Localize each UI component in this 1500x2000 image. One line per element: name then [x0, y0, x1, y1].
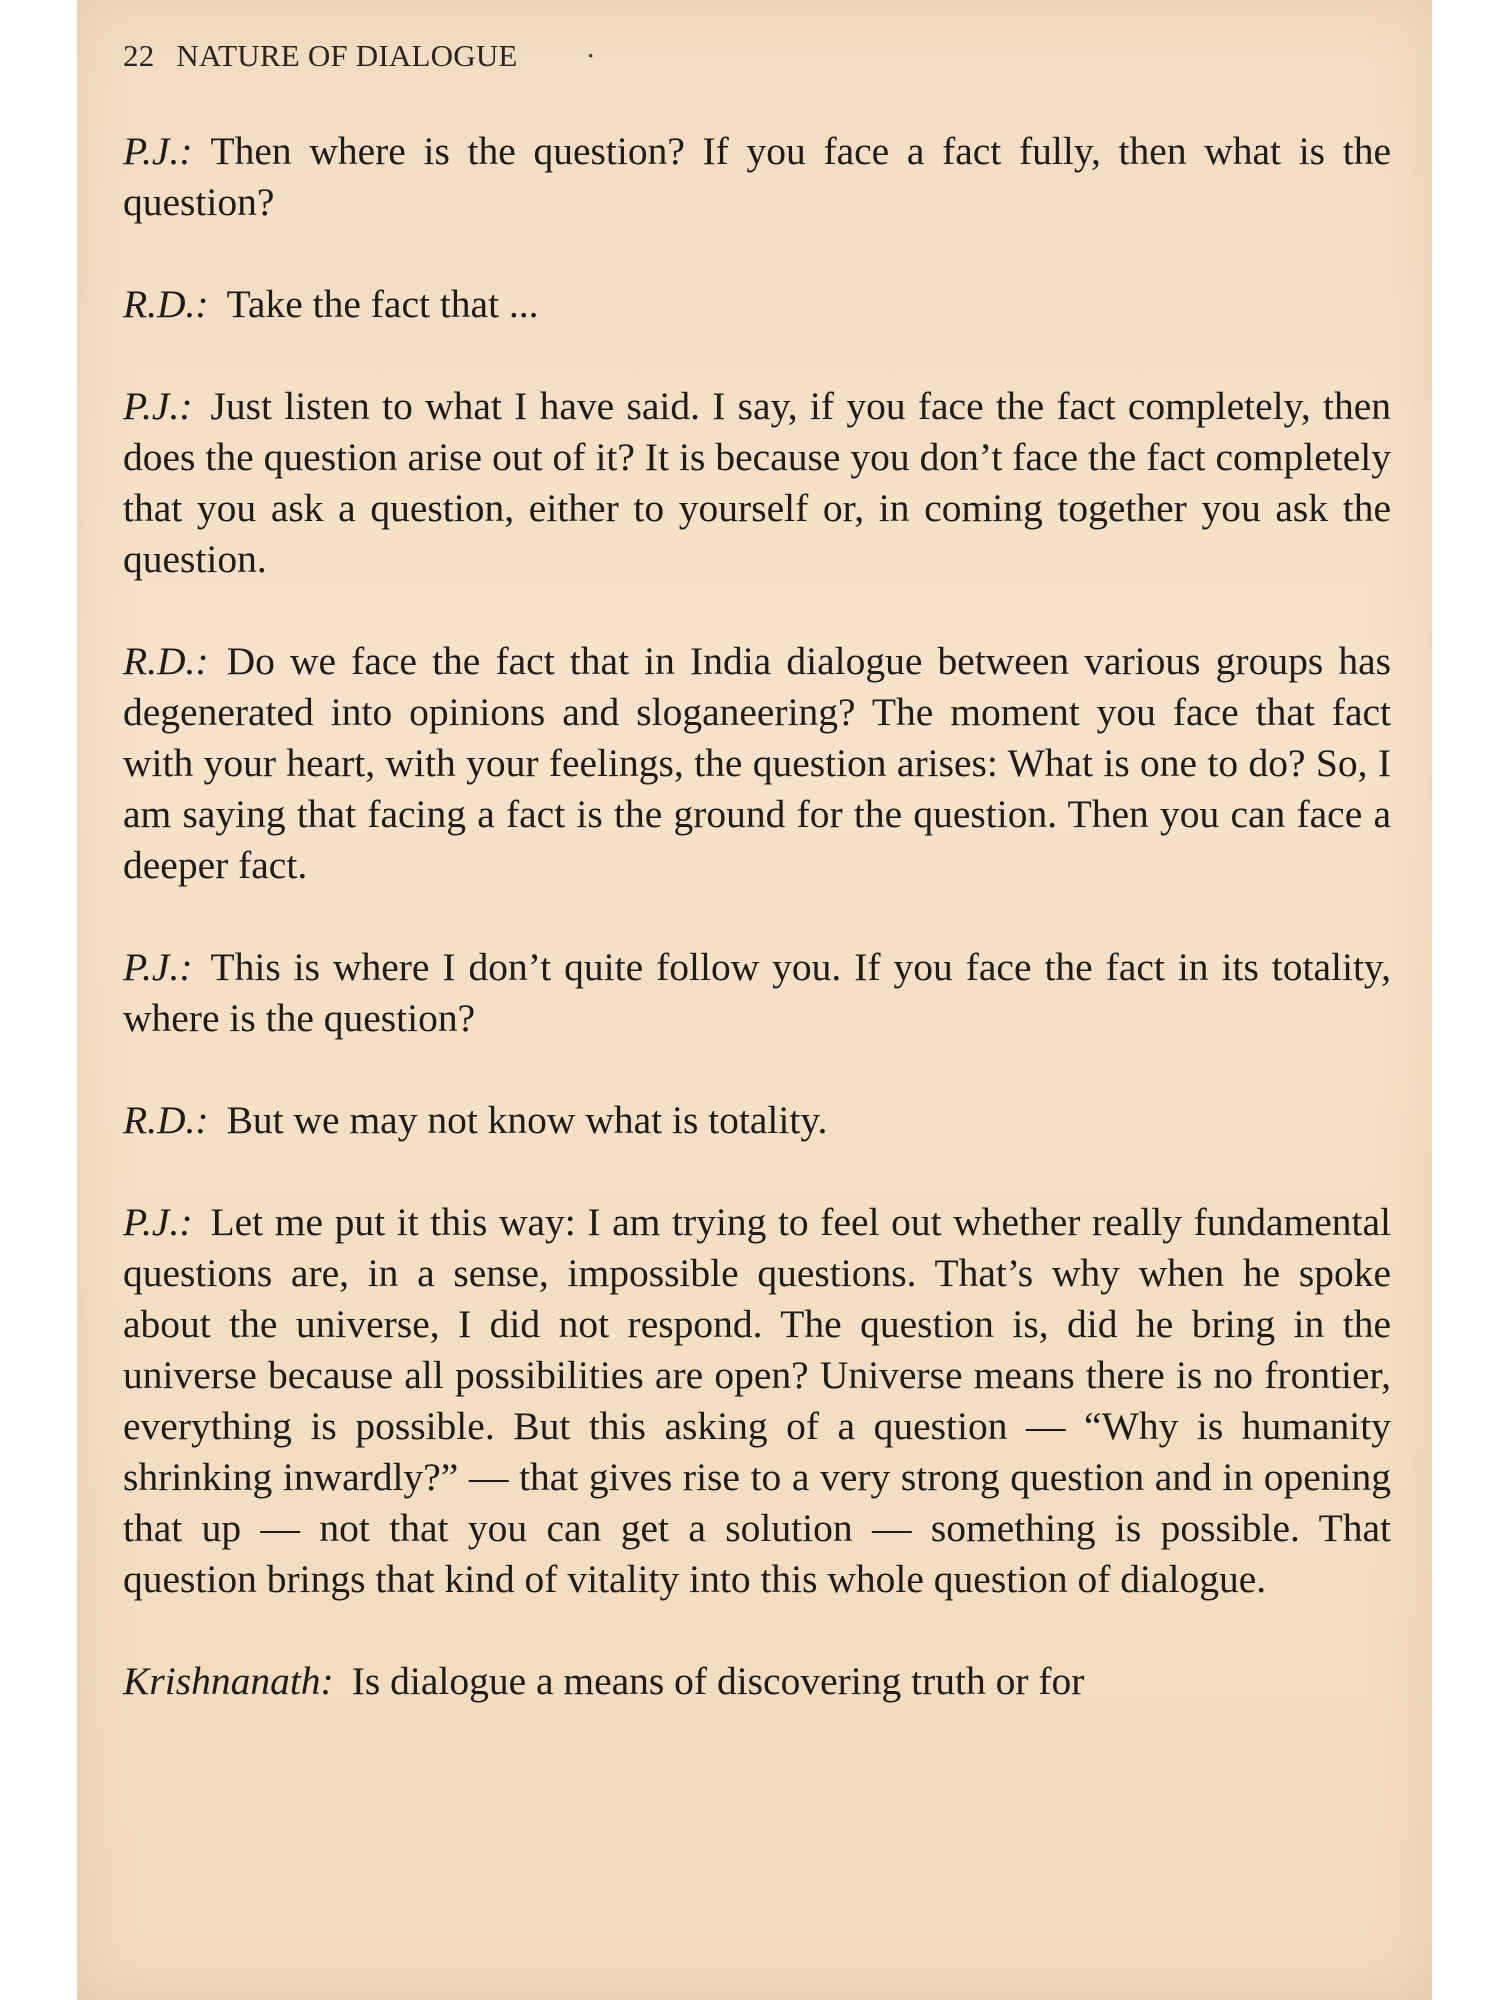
- paragraph-text: Take the fact that ...: [226, 282, 539, 326]
- paragraph-text: Just listen to what I have said. I say, if you face the fact completely, then does the question arise out of it? It is because you don’t face the fact completely that you ask a question, either to yourself or, in coming together you ask the question.: [123, 384, 1391, 581]
- speaker-label: R.D.:: [123, 639, 209, 683]
- paragraph-text: But we may not know what is totality.: [226, 1098, 828, 1142]
- dialogue-paragraph: [123, 1197, 1391, 1605]
- speaker-label: P.J.:: [123, 129, 193, 173]
- dialogue-paragraph: [123, 1656, 1391, 1707]
- speaker-label: P.J.:: [123, 384, 193, 428]
- speaker-label: P.J.:: [123, 945, 193, 989]
- header-mark: ·: [585, 38, 597, 73]
- dialogue-paragraph: [123, 636, 1391, 891]
- dialogue-paragraph: [123, 279, 1391, 330]
- paragraph-text: Do we face the fact that in India dialogue between various groups has degenerated into opinions and sloganeering? The moment you face that fact with your heart, with your feelings, the question arises: What is one to do? So, I am saying that facing a fact is the ground for the question. Then you can face a deeper fact.: [123, 639, 1391, 887]
- speaker-label: P.J.:: [123, 1200, 193, 1244]
- dialogue-paragraph: [123, 942, 1391, 1044]
- paragraph-text: This is where I don’t quite follow you. If you face the fact in its totality, where is the question?: [123, 945, 1391, 1040]
- speaker-label: Krishnanath:: [123, 1659, 334, 1703]
- speaker-label: R.D.:: [123, 282, 209, 326]
- paragraph-text: Is dialogue a means of discovering truth or for: [351, 1659, 1085, 1703]
- running-title: NATURE OF DIALOGUE: [176, 38, 518, 73]
- dialogue-text: [123, 126, 1391, 1707]
- speaker-label: R.D.:: [123, 1098, 209, 1142]
- running-header: [123, 38, 596, 74]
- paragraph-text: Then where is the question? If you face a fact fully, then what is the question?: [123, 129, 1391, 224]
- paragraph-text: Let me put it this way: I am trying to feel out whether really fundamental questions are, in a sense, impossible questions. That’s why when he spoke about the universe, I did not respond. The question is, did he bring in the universe because all possibilities are open? Universe means there is no frontier, everything is possible. But this asking of a question — “Why is humanity shrinking inwardly?” — that gives rise to a very strong question and in opening that up — not that you can get a solution — something is possible. That question brings that kind of vitality into this whole question of dialogue.: [123, 1200, 1391, 1601]
- dialogue-paragraph: [123, 126, 1391, 228]
- book-page: [77, 0, 1432, 2000]
- dialogue-paragraph: [123, 381, 1391, 585]
- dialogue-paragraph: [123, 1095, 1391, 1146]
- page-number: 22: [123, 38, 155, 73]
